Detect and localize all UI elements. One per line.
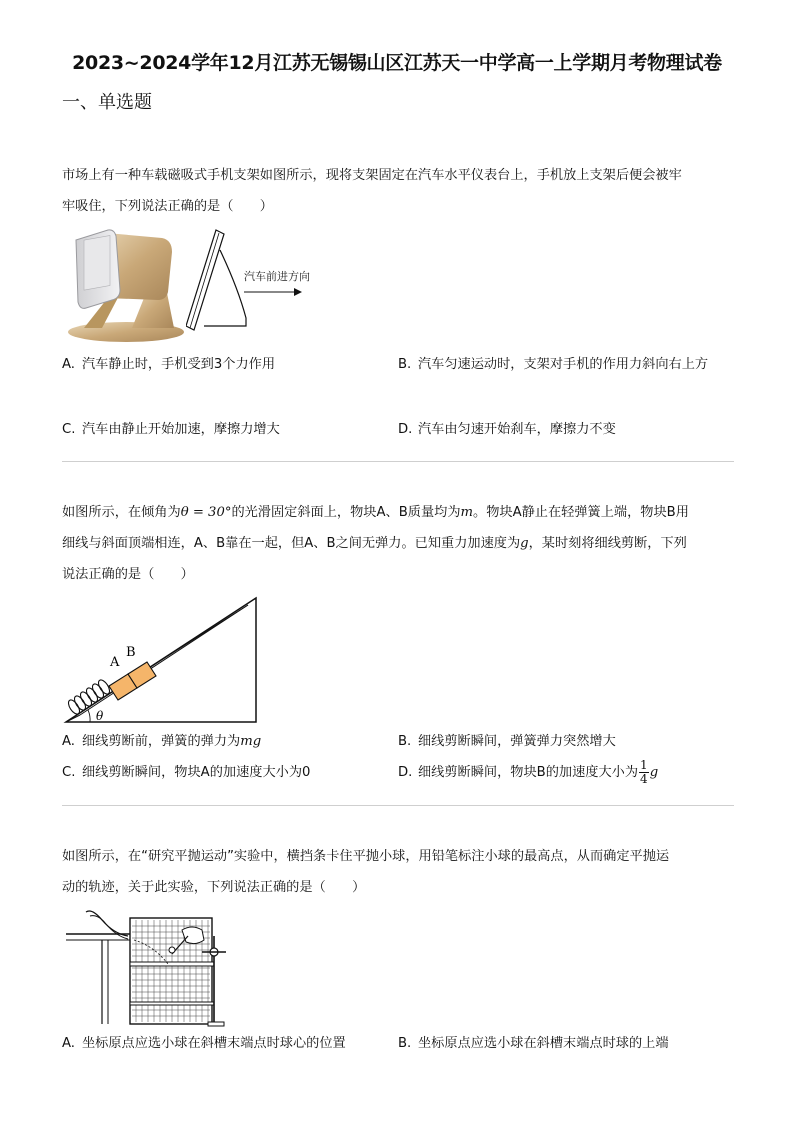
question-2-option-d[interactable]: [398, 757, 658, 788]
option-label: A.: [62, 734, 75, 749]
question-divider: [62, 461, 734, 462]
question-2-option-b[interactable]: [398, 726, 616, 757]
option-label: B.: [398, 357, 412, 372]
option-text: 细线剪断瞬间，弹簧弹力突然增大: [418, 734, 616, 749]
option-label: C.: [62, 422, 76, 437]
question-1-stem-line2: 牢吸住，下列说法正确的是（ ）: [62, 199, 273, 214]
question-divider: [62, 805, 734, 806]
car-direction-label: 汽车前进方向: [244, 270, 310, 283]
question-1-stem: [62, 160, 734, 222]
option-label: D.: [398, 765, 413, 780]
question-3-option-a[interactable]: [62, 1028, 346, 1059]
option-text: 细线剪断前，弹簧的弹力为: [82, 734, 241, 749]
question-3-stem-line1: 如图所示，在“研究平抛运动”实验中，横挡条卡住平抛小球，用铅笔标注小球的最高点，从而确定平抛运: [62, 849, 670, 864]
block-b-label: B: [126, 645, 136, 660]
option-text: 细线剪断瞬间，物块A的加速度大小为0: [82, 765, 311, 780]
stem-math: m: [460, 505, 474, 520]
stem-text: 说法正确的是（ ）: [62, 567, 194, 582]
phone-holder-diagram: [186, 228, 326, 334]
option-label: C.: [62, 765, 76, 780]
stem-text: 的光滑固定斜面上，物块A、B质量均为: [231, 505, 461, 520]
question-1-option-b[interactable]: [398, 349, 718, 380]
angle-label: θ: [96, 709, 104, 723]
question-2-option-a[interactable]: [62, 726, 261, 757]
block-a-label: A: [110, 655, 120, 670]
stem-text: 如图所示，在倾角为: [62, 505, 181, 520]
question-3-stem: [62, 841, 734, 903]
option-label: B.: [398, 734, 412, 749]
stem-math: θ = 30°: [180, 505, 232, 520]
question-2-stem: [62, 497, 734, 590]
option-text: 坐标原点应选小球在斜槽末端点时球的上端: [418, 1036, 669, 1051]
projectile-apparatus-diagram: [62, 906, 242, 1030]
question-2-option-c[interactable]: [62, 757, 310, 788]
option-text: 汽车由静止开始加速，摩擦力增大: [82, 422, 280, 437]
option-math: mg: [240, 734, 262, 749]
question-3-option-b[interactable]: [398, 1028, 669, 1059]
phone-holder-photo: [62, 228, 186, 344]
stem-text: 。物块A静止在轻弹簧上端，物块B用: [473, 505, 689, 520]
stem-text: ，某时刻将细线剪断，下列: [528, 536, 687, 551]
option-text: 细线剪断瞬间，物块B的加速度大小为: [418, 765, 639, 780]
question-1-option-c[interactable]: [62, 414, 280, 445]
option-text: 坐标原点应选小球在斜槽末端点时球心的位置: [82, 1036, 346, 1051]
question-1-option-a[interactable]: [62, 349, 275, 380]
option-label: B.: [398, 1036, 412, 1051]
fraction-denominator: 4: [640, 771, 648, 786]
fraction-numerator: 1: [640, 757, 648, 772]
option-label: D.: [398, 422, 413, 437]
question-3-stem-line2: 动的轨迹，关于此实验，下列说法正确的是（ ）: [62, 880, 366, 895]
stem-text: 细线与斜面顶端相连，A、B靠在一起，但A、B之间无弹力。已知重力加速度为: [62, 536, 521, 551]
stem-math: g: [520, 536, 529, 551]
option-math: g: [649, 765, 659, 780]
incline-diagram: [62, 594, 262, 726]
fraction: [639, 759, 649, 786]
option-text: 汽车静止时，手机受到3个力作用: [82, 357, 276, 372]
option-text: 汽车由匀速开始刹车，摩擦力不变: [418, 422, 616, 437]
question-1-option-d[interactable]: [398, 414, 616, 445]
question-1-stem-line1: 市场上有一种车载磁吸式手机支架如图所示，现将支架固定在汽车水平仪表台上，手机放上支架后便会被牢: [62, 168, 682, 183]
option-label: A.: [62, 357, 75, 372]
document-title: 2023~2024学年12月江苏无锡锡山区江苏天一中学高一上学期月考物理试卷: [72, 52, 722, 74]
option-label: A.: [62, 1036, 75, 1051]
section-title: 一、单选题: [62, 92, 152, 113]
option-text: 汽车匀速运动时，支架对手机的作用力斜向右上方: [418, 357, 709, 372]
